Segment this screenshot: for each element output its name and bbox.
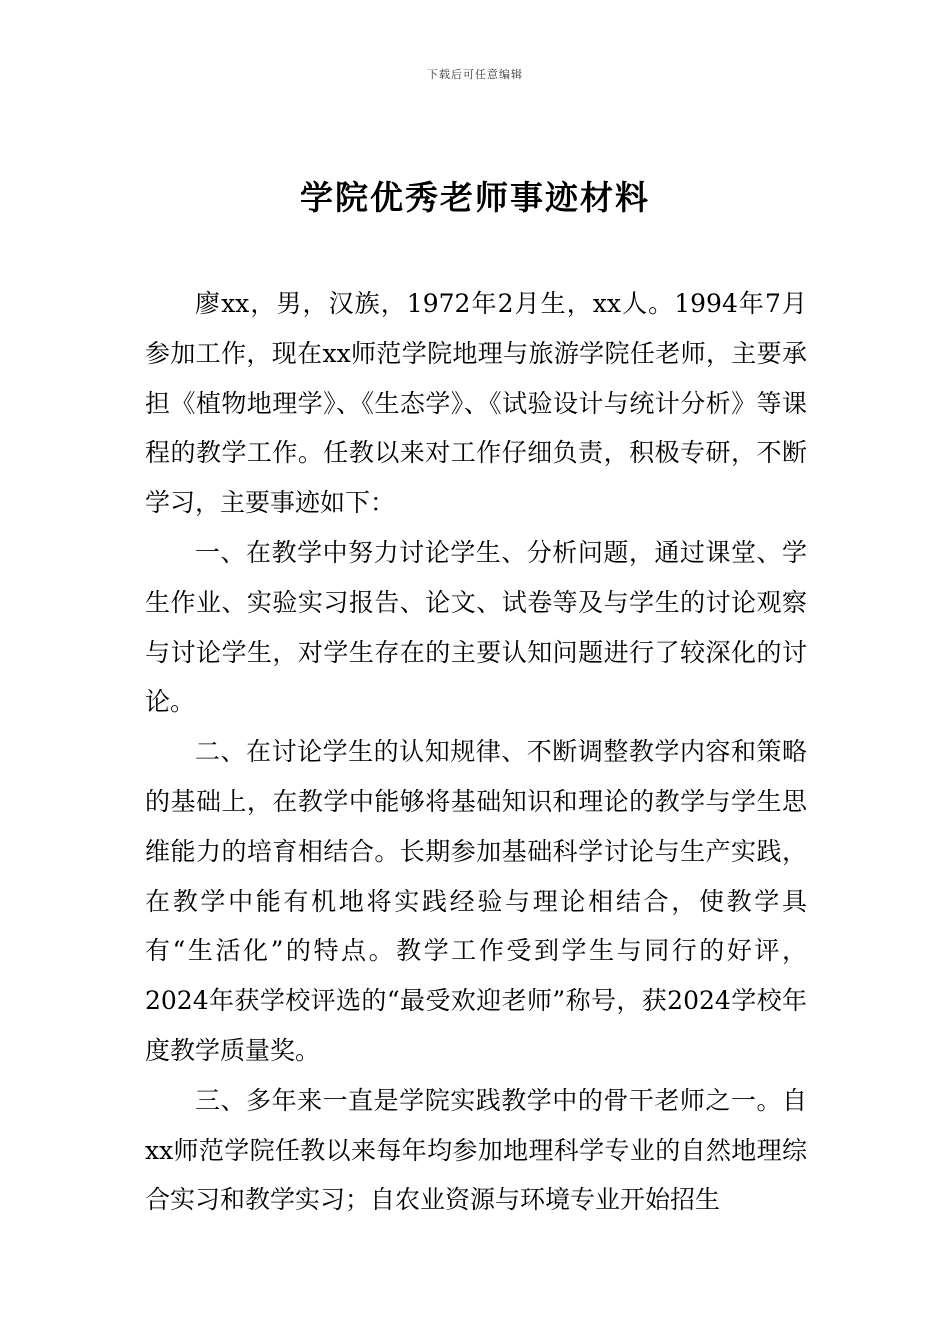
document-title: 学院优秀老师事迹材料 bbox=[300, 178, 650, 217]
paragraph-intro: 廖xx，男，汉族，1972年2月生，xx人。1994年7月参加工作，现在xx师范学院地理与旅游学院任老师，主要承担《植物地理学》、《生态学》、《试验设计与统计分析》等课程的教学工作。任教以来对工作仔细负责，积极专研，不断学习，主要事迹如下： bbox=[145, 289, 807, 518]
paragraph-item-1: 一、在教学中努力讨论学生、分析问题，通过课堂、学生作业、实验实习报告、论文、试卷等及与学生的讨论观察与讨论学生，对学生存在的主要认知问题进行了较深化的讨论。 bbox=[145, 537, 807, 717]
document-body bbox=[145, 279, 807, 1225]
paragraph-item-2: 二、在讨论学生的认知规律、不断调整教学内容和策略的基础上，在教学中能够将基础知识和理论的教学与学生思维能力的培育相结合。长期参加基础科学讨论与生产实践，在教学中能有机地将实践经验与理论相结合，使教学具有“生活化”的特点。教学工作受到学生与同行的好评，2024年获学校评选的“最受欢迎老师”称号，获2024学校年度教学质量奖。 bbox=[145, 737, 807, 1065]
header-note: 下载后可任意编辑 bbox=[427, 68, 523, 81]
paragraph-item-3: 三、多年来一直是学院实践教学中的骨干老师之一。自xx师范学院任教以来每年均参加地理科学专业的自然地理综合实习和教学实习；自农业资源与环境专业开始招生 bbox=[145, 1085, 807, 1215]
